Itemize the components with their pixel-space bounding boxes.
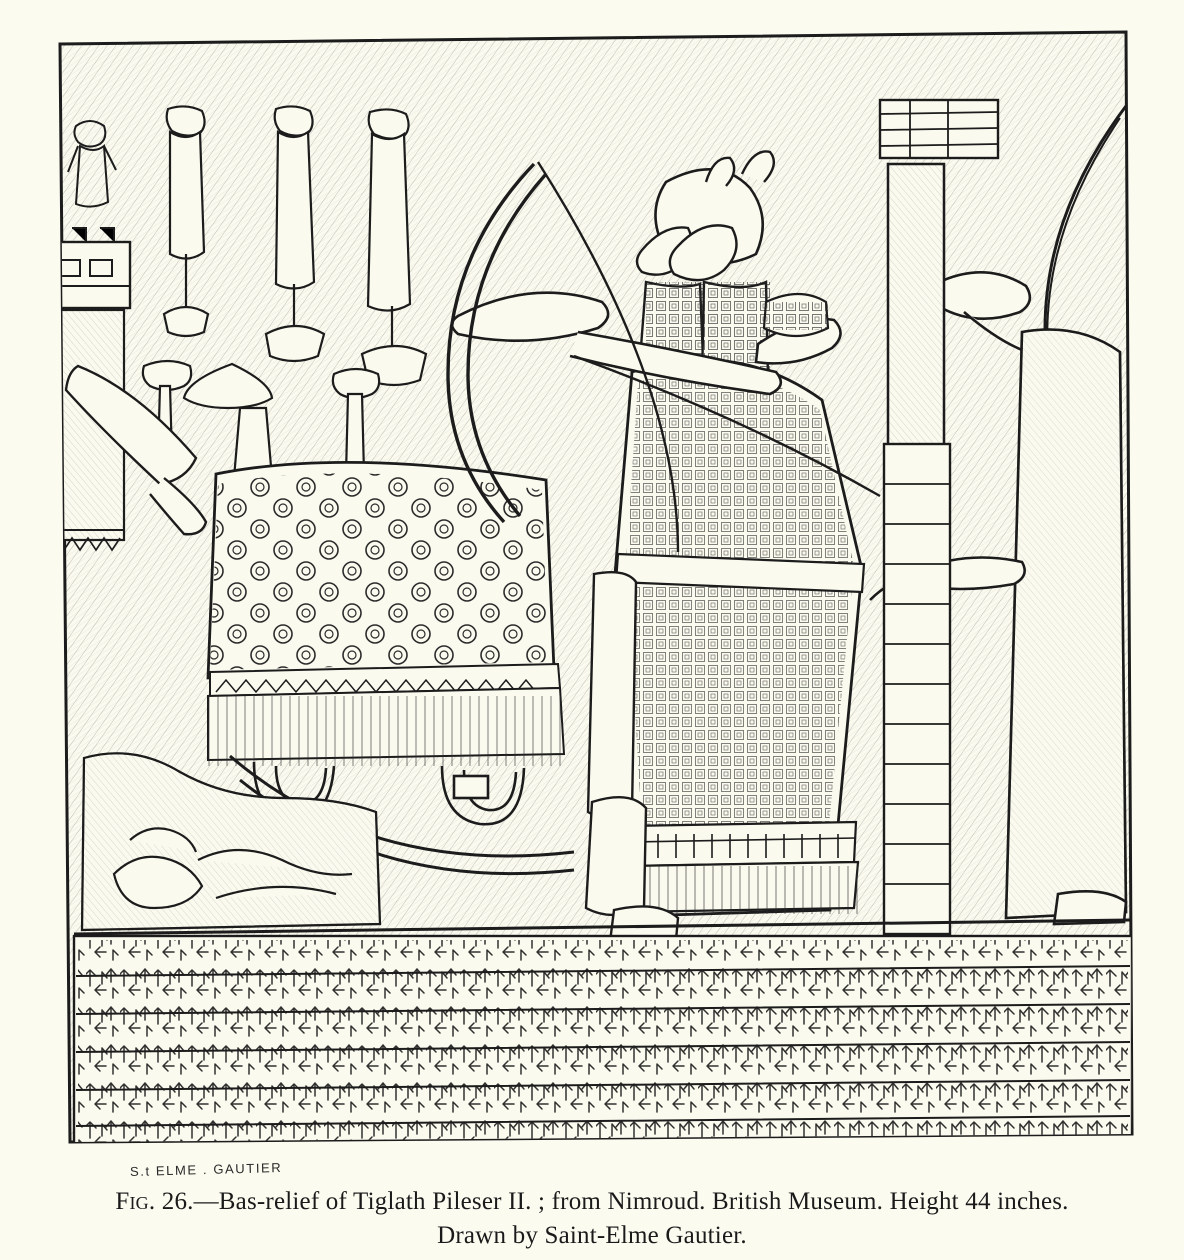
artist-signature: S.t ELME . GAUTIER (129, 1160, 283, 1179)
figure-number: Fig. 26. (115, 1188, 194, 1215)
chariot-body (208, 462, 564, 766)
figure-plate (18, 14, 1166, 1179)
caption-line-2: Drawn by Saint-Elme Gautier. (437, 1221, 747, 1249)
figure-caption (0, 1185, 1184, 1252)
cuneiform-inscription (74, 936, 1132, 1148)
caption-line-1: —Bas-relief of Tiglath Pileser II. ; from Nimroud. British Museum. Height 44 inches. (193, 1188, 1069, 1215)
bas-relief-engraving (18, 14, 1166, 1179)
